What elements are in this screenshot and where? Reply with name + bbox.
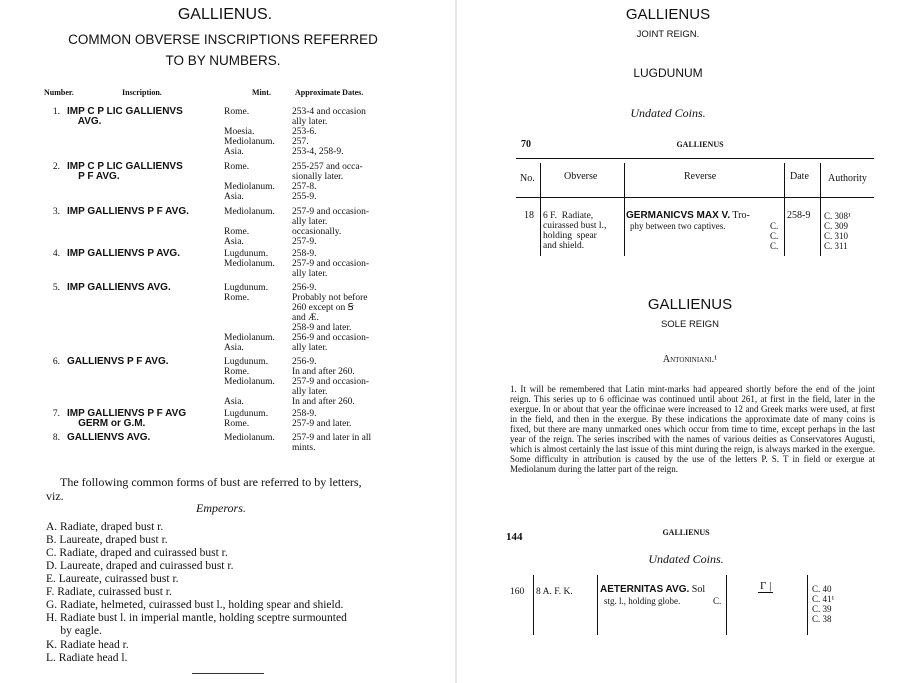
bust-item: G. Radiate, helmeted, cuirassed bust l., holding spear and shield. (46, 599, 344, 611)
undated-heading-2: Undated Coins. (648, 552, 724, 566)
row-inscription: IMP C P LIC GALLIENVS AVG. (67, 106, 183, 127)
page-number-2: 144 (506, 531, 523, 543)
header-inscription: Inscription. (122, 88, 162, 97)
col-reverse: Reverse (684, 171, 717, 182)
sole-title: GALLIENUS (647, 296, 733, 313)
row-number: 7. (52, 409, 60, 419)
left-subtitle-line1: COMMON OBVERSE INSCRIPTIONS REFERRED (68, 32, 378, 47)
row-mints: Lugdunum. Rome. Mediolanum. Asia. (224, 283, 275, 353)
row-number: 6. (52, 357, 60, 367)
mint-mark: Γ | (760, 580, 772, 592)
table-col-line (807, 575, 808, 635)
table-rule (516, 158, 874, 159)
coin-reverse-desc: stg. l., holding globe. (604, 596, 681, 606)
row-number: 5. (52, 283, 60, 293)
row-inscription: IMP GALLIENVS P AVG. (67, 248, 180, 259)
bust-item: A. Radiate, draped bust r. (46, 521, 164, 533)
row-dates: 258-9. 257-9 and occasion- ally later. (292, 249, 370, 279)
row-mints: Rome. Mediolanum. Asia. (224, 162, 275, 202)
reverse-legend: AETERNITAS AVG. (600, 584, 690, 595)
coin-authority: C. 40 C. 41¹ C. 39 C. 38 (812, 584, 835, 624)
page-number: 70 (521, 139, 531, 150)
bust-item: L. Radiate head l. (46, 652, 128, 664)
left-title: GALLIENUS. (177, 6, 273, 23)
row-dates: 256-9. In and after 260. 257-9 and occasion- ally later. In and after 260. (292, 357, 370, 407)
row-dates: 253-4 and occasion ally later. 253-6. 257. 253-4, 258-9. (292, 107, 366, 157)
row-inscription: IMP GALLIENVS AVG. (67, 282, 171, 293)
row-mints: Lugdunum. Mediolanum. (224, 249, 275, 269)
left-page (0, 0, 450, 683)
table-rule (516, 197, 874, 198)
col-no: No. (520, 173, 535, 184)
bust-item: H. Radiate bust l. in imperial mantle, holding sceptre surmounted (46, 612, 347, 624)
row-dates: 255-257 and occa- sionally later. 257-8. 255-9. (292, 162, 363, 202)
running-head-2: GALLIENUS (662, 528, 710, 537)
bust-item: D. Laureate, draped and cuirassed bust r. (46, 560, 234, 572)
row-dates: 256-9. Probably not before 260 except on Ꞩ and Æ. 258-9 and later. 256-9 and occasion- ally later. (292, 283, 370, 353)
table-col-line (540, 163, 541, 256)
table-col-line (533, 575, 534, 635)
row-dates: 258-9. 257-9 and later. (292, 409, 352, 429)
page-gutter (455, 0, 457, 683)
coin-date: 258-9 (787, 210, 811, 221)
bust-intro-line2: viz. (46, 489, 64, 503)
bust-item: C. Radiate, draped and cuirassed bust r. (46, 547, 228, 559)
coin-authority: C. 308¹ C. 309 C. 310 C. 311 (824, 211, 851, 251)
coin-reverse-desc: phy between two captives. (630, 221, 726, 231)
row-inscription: GALLIENVS AVG. (67, 432, 151, 443)
bust-item: by eagle. (46, 625, 102, 637)
bottom-rule (192, 673, 264, 674)
coin-reverse-c: C. (713, 596, 722, 606)
row-mints: Lugdunum. Rome. Mediolanum. Asia. (224, 357, 275, 407)
header-dates: Approximate Dates. (295, 88, 364, 97)
row-number: 3. (52, 207, 60, 217)
row-mints: Lugdunum. Rome. (224, 409, 269, 429)
coin-obverse: 8 A. F. K. (536, 587, 573, 597)
sole-reign-heading: SOLE REIGN (660, 319, 720, 330)
table-col-line (624, 163, 625, 256)
row-inscription: IMP GALLIENVS P F AVG GERM or G.M. (67, 408, 187, 429)
row-number: 8. (52, 433, 60, 443)
table-col-line (820, 163, 821, 256)
coin-reverse (600, 584, 705, 595)
row-mints: Rome. Moesia. Mediolanum. Asia. (224, 107, 275, 157)
running-head: GALLIENUS (676, 140, 724, 149)
coin-number: 18 (524, 210, 534, 221)
coin-reverse (626, 210, 750, 221)
row-number: 2. (52, 162, 60, 172)
row-mints: Mediolanum. (224, 433, 275, 443)
antoniniani-heading: Antoniniani.¹ (662, 354, 718, 365)
coin-reverse-c: C. C. C. (770, 221, 779, 251)
reverse-legend-tail: Tro- (730, 210, 750, 221)
table-col-line (597, 575, 598, 635)
row-dates: 257-9 and later in all mints. (292, 433, 372, 453)
row-inscription: IMP C P LIC GALLIENVS P F AVG. (67, 161, 183, 182)
reverse-legend-tail: Sol (689, 584, 706, 595)
header-number: Number. (44, 88, 74, 97)
emperors-heading: Emperors. (196, 501, 246, 515)
right-title: GALLIENUS (625, 6, 711, 23)
coin-number: 160 (510, 587, 525, 597)
row-dates: 257-9 and occasion- ally later. occasionally. 257-9. (292, 207, 370, 247)
row-mints: Mediolanum. Rome. Asia. (224, 207, 275, 247)
bust-intro-line1: The following common forms of bust are referred to by letters, (60, 475, 362, 489)
table-col-line (784, 163, 785, 256)
bust-item: K. Radiate head r. (46, 639, 129, 651)
row-number: 1. (52, 107, 60, 117)
right-page (462, 0, 914, 683)
bust-item: B. Laureate, draped bust r. (46, 534, 168, 546)
col-date: Date (790, 171, 809, 182)
table-col-line (726, 575, 727, 635)
row-number: 4. (52, 249, 60, 259)
footnote: 1. It will be remembered that Latin mint-marks had appeared shortly before the end of the joint reign. This series up to 6 officinae was continued until about 261, at first in the field, later in the exergue. In or about that year the officinae were increased to 12 and Greek marks were used, at first in the field, and then in the exergue. By these indications the approximate date of many coins is fixed, but there are many unmarked ones which occur from time to time, except perhaps in the last year of the reign. The series inscribed with the names of various deities as Conservatores Augusti, which is almost certainly the last issue of this mint during the reign, is always marked in the exergue. Some difficulty in attribution is caused by the use of the letters P. S. T in field or exergue at Mediolanum during the latter part of the reign. (510, 384, 875, 474)
mint-heading: LUGDUNUM (633, 66, 703, 80)
joint-reign-heading: JOINT REIGN. (636, 29, 700, 40)
bust-item: F. Radiate, cuirassed bust r. (46, 586, 172, 598)
row-inscription: GALLIENVS P F AVG. (67, 356, 169, 367)
bust-item: E. Laureate, cuirassed bust r. (46, 573, 179, 585)
reverse-legend: GERMANICVS MAX V. (626, 210, 731, 221)
col-authority: Authority (828, 173, 867, 184)
col-obverse: Obverse (564, 171, 598, 182)
left-subtitle-line2: TO BY NUMBERS. (165, 53, 281, 68)
row-inscription: IMP GALLIENVS P F AVG. (67, 206, 189, 217)
coin-obverse: 6 F. Radiate, cuirassed bust l., holding spear and shield. (543, 211, 607, 251)
undated-heading: Undated Coins. (630, 106, 706, 120)
header-mint: Mint. (252, 88, 271, 97)
